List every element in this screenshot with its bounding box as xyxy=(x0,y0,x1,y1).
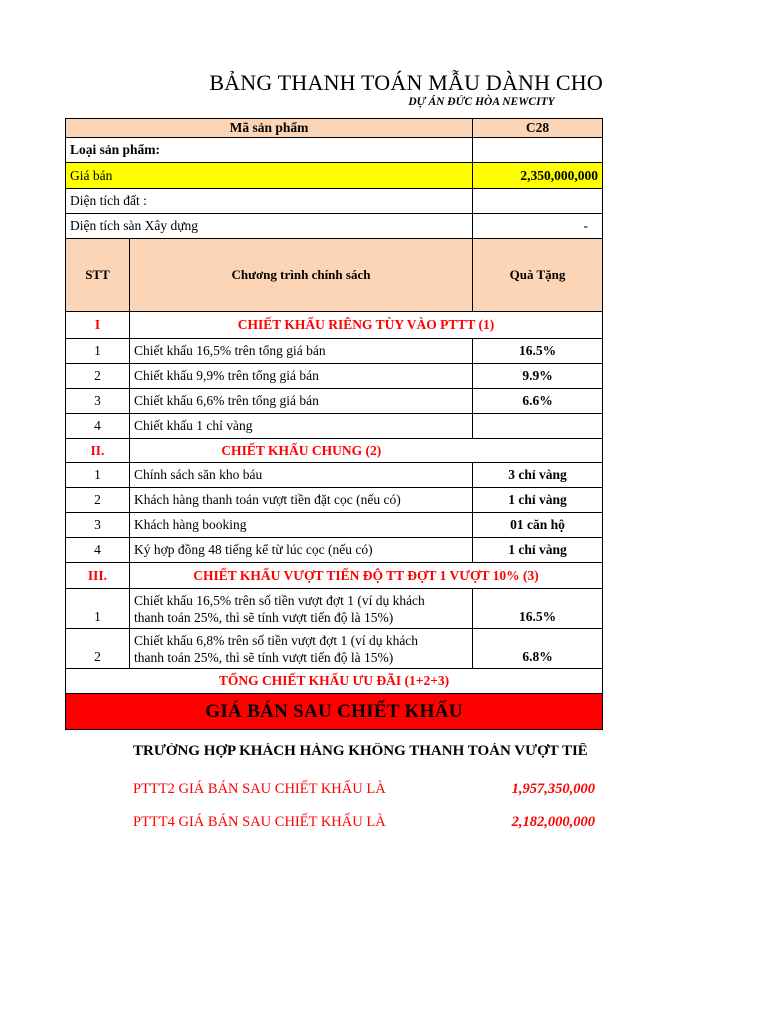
floor-area-label: Diện tích sàn Xây dựng xyxy=(66,214,473,239)
row-description-line1: Chiết khấu 16,5% trên số tiền vượt đợt 1 (ví dụ khách xyxy=(134,592,425,608)
table-row xyxy=(66,513,603,538)
table-row xyxy=(66,389,603,414)
section-heading xyxy=(66,312,603,339)
section-title: CHIẾT KHẤU CHUNG (2) xyxy=(130,439,473,463)
table-row xyxy=(66,364,603,389)
row-gift xyxy=(473,414,603,439)
row-gift: 1 chỉ vàng xyxy=(473,488,603,513)
row-number: 1 xyxy=(66,589,130,629)
row-number: 3 xyxy=(66,389,130,414)
case-label: PTTT4 GIÁ BÁN SAU CHIẾT KHẤU LÀ xyxy=(133,814,386,830)
total-row xyxy=(66,669,603,694)
floor-area-value: - xyxy=(473,214,603,239)
land-area-row xyxy=(66,189,603,214)
product-code-label: Mã sản phẩm xyxy=(66,119,473,138)
row-gift: 9.9% xyxy=(473,364,603,389)
table-row xyxy=(66,339,603,364)
case-label: PTTT2 GIÁ BÁN SAU CHIẾT KHẤU LÀ xyxy=(133,781,386,797)
case-row-pttt4 xyxy=(133,814,603,836)
row-gift: 3 chỉ vàng xyxy=(473,463,603,488)
product-code-row xyxy=(66,119,603,138)
row-description: Khách hàng booking xyxy=(130,513,473,538)
row-number: 1 xyxy=(66,339,130,364)
header-stt: STT xyxy=(66,239,130,312)
row-description xyxy=(130,629,473,669)
section-title: CHIẾT KHẤU RIÊNG TÙY VÀO PTTT (1) xyxy=(130,312,603,339)
case-value: 2,182,000,000 xyxy=(511,814,595,830)
payment-table xyxy=(65,118,603,730)
row-gift: 1 chỉ vàng xyxy=(473,538,603,563)
section-roman: III. xyxy=(66,563,130,589)
product-type-label: Loại sản phẩm: xyxy=(66,138,473,163)
section-blank xyxy=(473,439,603,463)
header-program: Chương trình chính sách xyxy=(130,239,473,312)
section-heading xyxy=(66,439,603,463)
row-description: Chiết khấu 1 chỉ vàng xyxy=(130,414,473,439)
section-title: CHIẾT KHẤU VƯỢT TIẾN ĐỘ TT ĐỢT 1 VƯỢT 10% (3) xyxy=(130,563,603,589)
row-number: 2 xyxy=(66,488,130,513)
price-value: 2,350,000,000 xyxy=(473,163,603,189)
row-description: Chiết khấu 9,9% trên tổng giá bán xyxy=(130,364,473,389)
row-gift: 6.8% xyxy=(473,629,603,669)
table-row xyxy=(66,589,603,629)
price-row xyxy=(66,163,603,189)
row-gift: 6.6% xyxy=(473,389,603,414)
table-row xyxy=(66,488,603,513)
row-number: 2 xyxy=(66,629,130,669)
land-area-label: Diện tích đất : xyxy=(66,189,473,214)
product-type-value xyxy=(473,138,603,163)
final-price-row xyxy=(66,694,603,730)
row-gift: 16.5% xyxy=(473,589,603,629)
header-gift: Quà Tặng xyxy=(473,239,603,312)
section-roman: I xyxy=(66,312,130,339)
case-value: 1,957,350,000 xyxy=(511,781,595,797)
table-row xyxy=(66,538,603,563)
product-code-value: C28 xyxy=(473,119,603,138)
case-row-pttt2 xyxy=(133,781,603,803)
table-row xyxy=(66,463,603,488)
row-description-line2: thanh toán 25%, thì sẽ tính vượt tiến độ là 15%) xyxy=(134,649,394,665)
floor-area-row xyxy=(66,214,603,239)
row-description: Chiết khấu 6,6% trên tổng giá bán xyxy=(130,389,473,414)
row-number: 3 xyxy=(66,513,130,538)
row-gift: 01 căn hộ xyxy=(473,513,603,538)
product-type-row xyxy=(66,138,603,163)
page-title: BẢNG THANH TOÁN MẪU DÀNH CHO xyxy=(209,70,603,95)
row-description: Ký hợp đồng 48 tiếng kể từ lúc cọc (nếu có) xyxy=(130,538,473,563)
table-row xyxy=(66,414,603,439)
row-number: 4 xyxy=(66,538,130,563)
case-heading: TRƯỜNG HỢP KHÁCH HÀNG KHÔNG THANH TOÁN VƯỢT TIẾ xyxy=(133,743,588,759)
table-header-row xyxy=(66,239,603,312)
row-description xyxy=(130,589,473,629)
row-description: Chính sách săn kho báu xyxy=(130,463,473,488)
row-gift: 16.5% xyxy=(473,339,603,364)
table-row xyxy=(66,629,603,669)
row-description-line1: Chiết khấu 6,8% trên số tiền vượt đợt 1 (ví dụ khách xyxy=(134,632,419,648)
row-description: Chiết khấu 16,5% trên tổng giá bán xyxy=(130,339,473,364)
total-label: TỔNG CHIẾT KHẤU ƯU ĐÃI (1+2+3) xyxy=(66,669,603,694)
row-number: 1 xyxy=(66,463,130,488)
land-area-value xyxy=(473,189,603,214)
row-description: Khách hàng thanh toán vượt tiền đặt cọc (nếu có) xyxy=(130,488,473,513)
price-label: Giá bán xyxy=(66,163,473,189)
project-subtitle: DỰ ÁN ĐỨC HÒA NEWCITY xyxy=(408,96,555,108)
row-description-line2: thanh toán 25%, thì sẽ tính vượt tiến độ là 15%) xyxy=(134,609,394,625)
row-number: 2 xyxy=(66,364,130,389)
row-number: 4 xyxy=(66,414,130,439)
section-roman: II. xyxy=(66,439,130,463)
final-price-label: GIÁ BÁN SAU CHIẾT KHẤU xyxy=(66,694,603,730)
section-heading xyxy=(66,563,603,589)
